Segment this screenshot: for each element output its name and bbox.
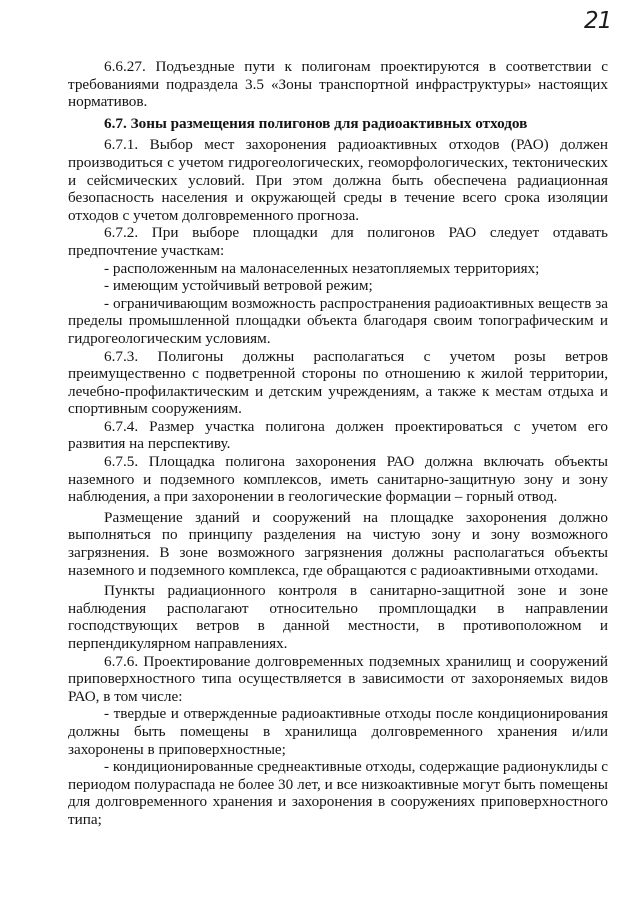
- paragraph-6-7-5: 6.7.5. Площадка полигона захоронения РАО должна включать объекты наземного и подземного комплексов, иметь санитарно-защитную зону и зону наблюдения, а при захоронении в геологические формации – горный отвод.: [68, 453, 608, 506]
- paragraph-6-7-3: 6.7.3. Полигоны должны располагаться с учетом розы ветров преимущественно с подветренной стороны по отношению к жилой территории, лечебно-профилактическим и детским учреждениям, а также к местам отдыха и спортивным сооружениям.: [68, 347, 608, 418]
- paragraph-6-7-1: 6.7.1. Выбор мест захоронения радиоактивных отходов (РАО) должен производиться с учетом гидрогеологических, геоморфологических, тектонических и сейсмических условий. При этом должна быть обеспечена радиационная безопасность населения и окружающей среды в течение всего срока изоляции отходов с учетом долговременного прогноза.: [68, 136, 608, 224]
- list-item: - имеющим устойчивый ветровой режим;: [104, 277, 373, 295]
- paragraph-6-7-4: 6.7.4. Размер участка полигона должен проектироваться с учетом его развития на перспективу.: [68, 417, 608, 453]
- list-item: - твердые и отвержденные радиоактивные отходы после кондиционирования должны быть помещены в хранилища долговременного хранения и/или захоронены в приповерхностные;: [68, 705, 608, 758]
- document-body: [68, 58, 608, 829]
- paragraph-control-points: Пункты радиационного контроля в санитарно-защитной зоне и зоне наблюдения располагают относительно промплощадки в направлении господствующих ветров в данной местности, в противоположном и перпендикулярном направлениях.: [68, 582, 608, 652]
- paragraph-placement: Размещение зданий и сооружений на площадке захоронения должно выполняться по принципу разделения на чистую зону и зону возможного загрязнения. В зоне возможного загрязнения должны располагаться объекты наземного и подземного комплекса, где обращаются с радиоактивными отходами.: [68, 508, 608, 579]
- section-heading-6-7: 6.7. Зоны размещения полигонов для радиоактивных отходов: [104, 114, 528, 132]
- paragraph-6-7-6: 6.7.6. Проектирование долговременных подземных хранилищ и сооружений приповерхностного типа осуществляется в зависимости от захороняемых видов РАО, в том числе:: [68, 652, 608, 705]
- list-item: - кондиционированные среднеактивные отходы, содержащие радионуклиды с периодом полураспада не более 30 лет, и все низкоактивные могут быть помещены для долговременного хранения и захоронения в сооружениях приповерхностного типа;: [68, 758, 608, 828]
- page-number: 21: [584, 8, 612, 34]
- list-item: - ограничивающим возможность распространения радиоактивных веществ за пределы промышленной площадки объекта благодаря своим топографическим и гидрогеологическим условиям.: [68, 294, 608, 347]
- paragraph-6-6-27: 6.6.27. Подъездные пути к полигонам проектируются в соответствии с требованиями подраздела 3.5 «Зоны транспортной инфраструктуры» настоящих нормативов.: [68, 58, 608, 111]
- paragraph-6-7-2: 6.7.2. При выборе площадки для полигонов РАО следует отдавать предпочтение участкам:: [68, 224, 608, 259]
- list-item: - расположенным на малонаселенных незатопляемых территориях;: [104, 259, 540, 277]
